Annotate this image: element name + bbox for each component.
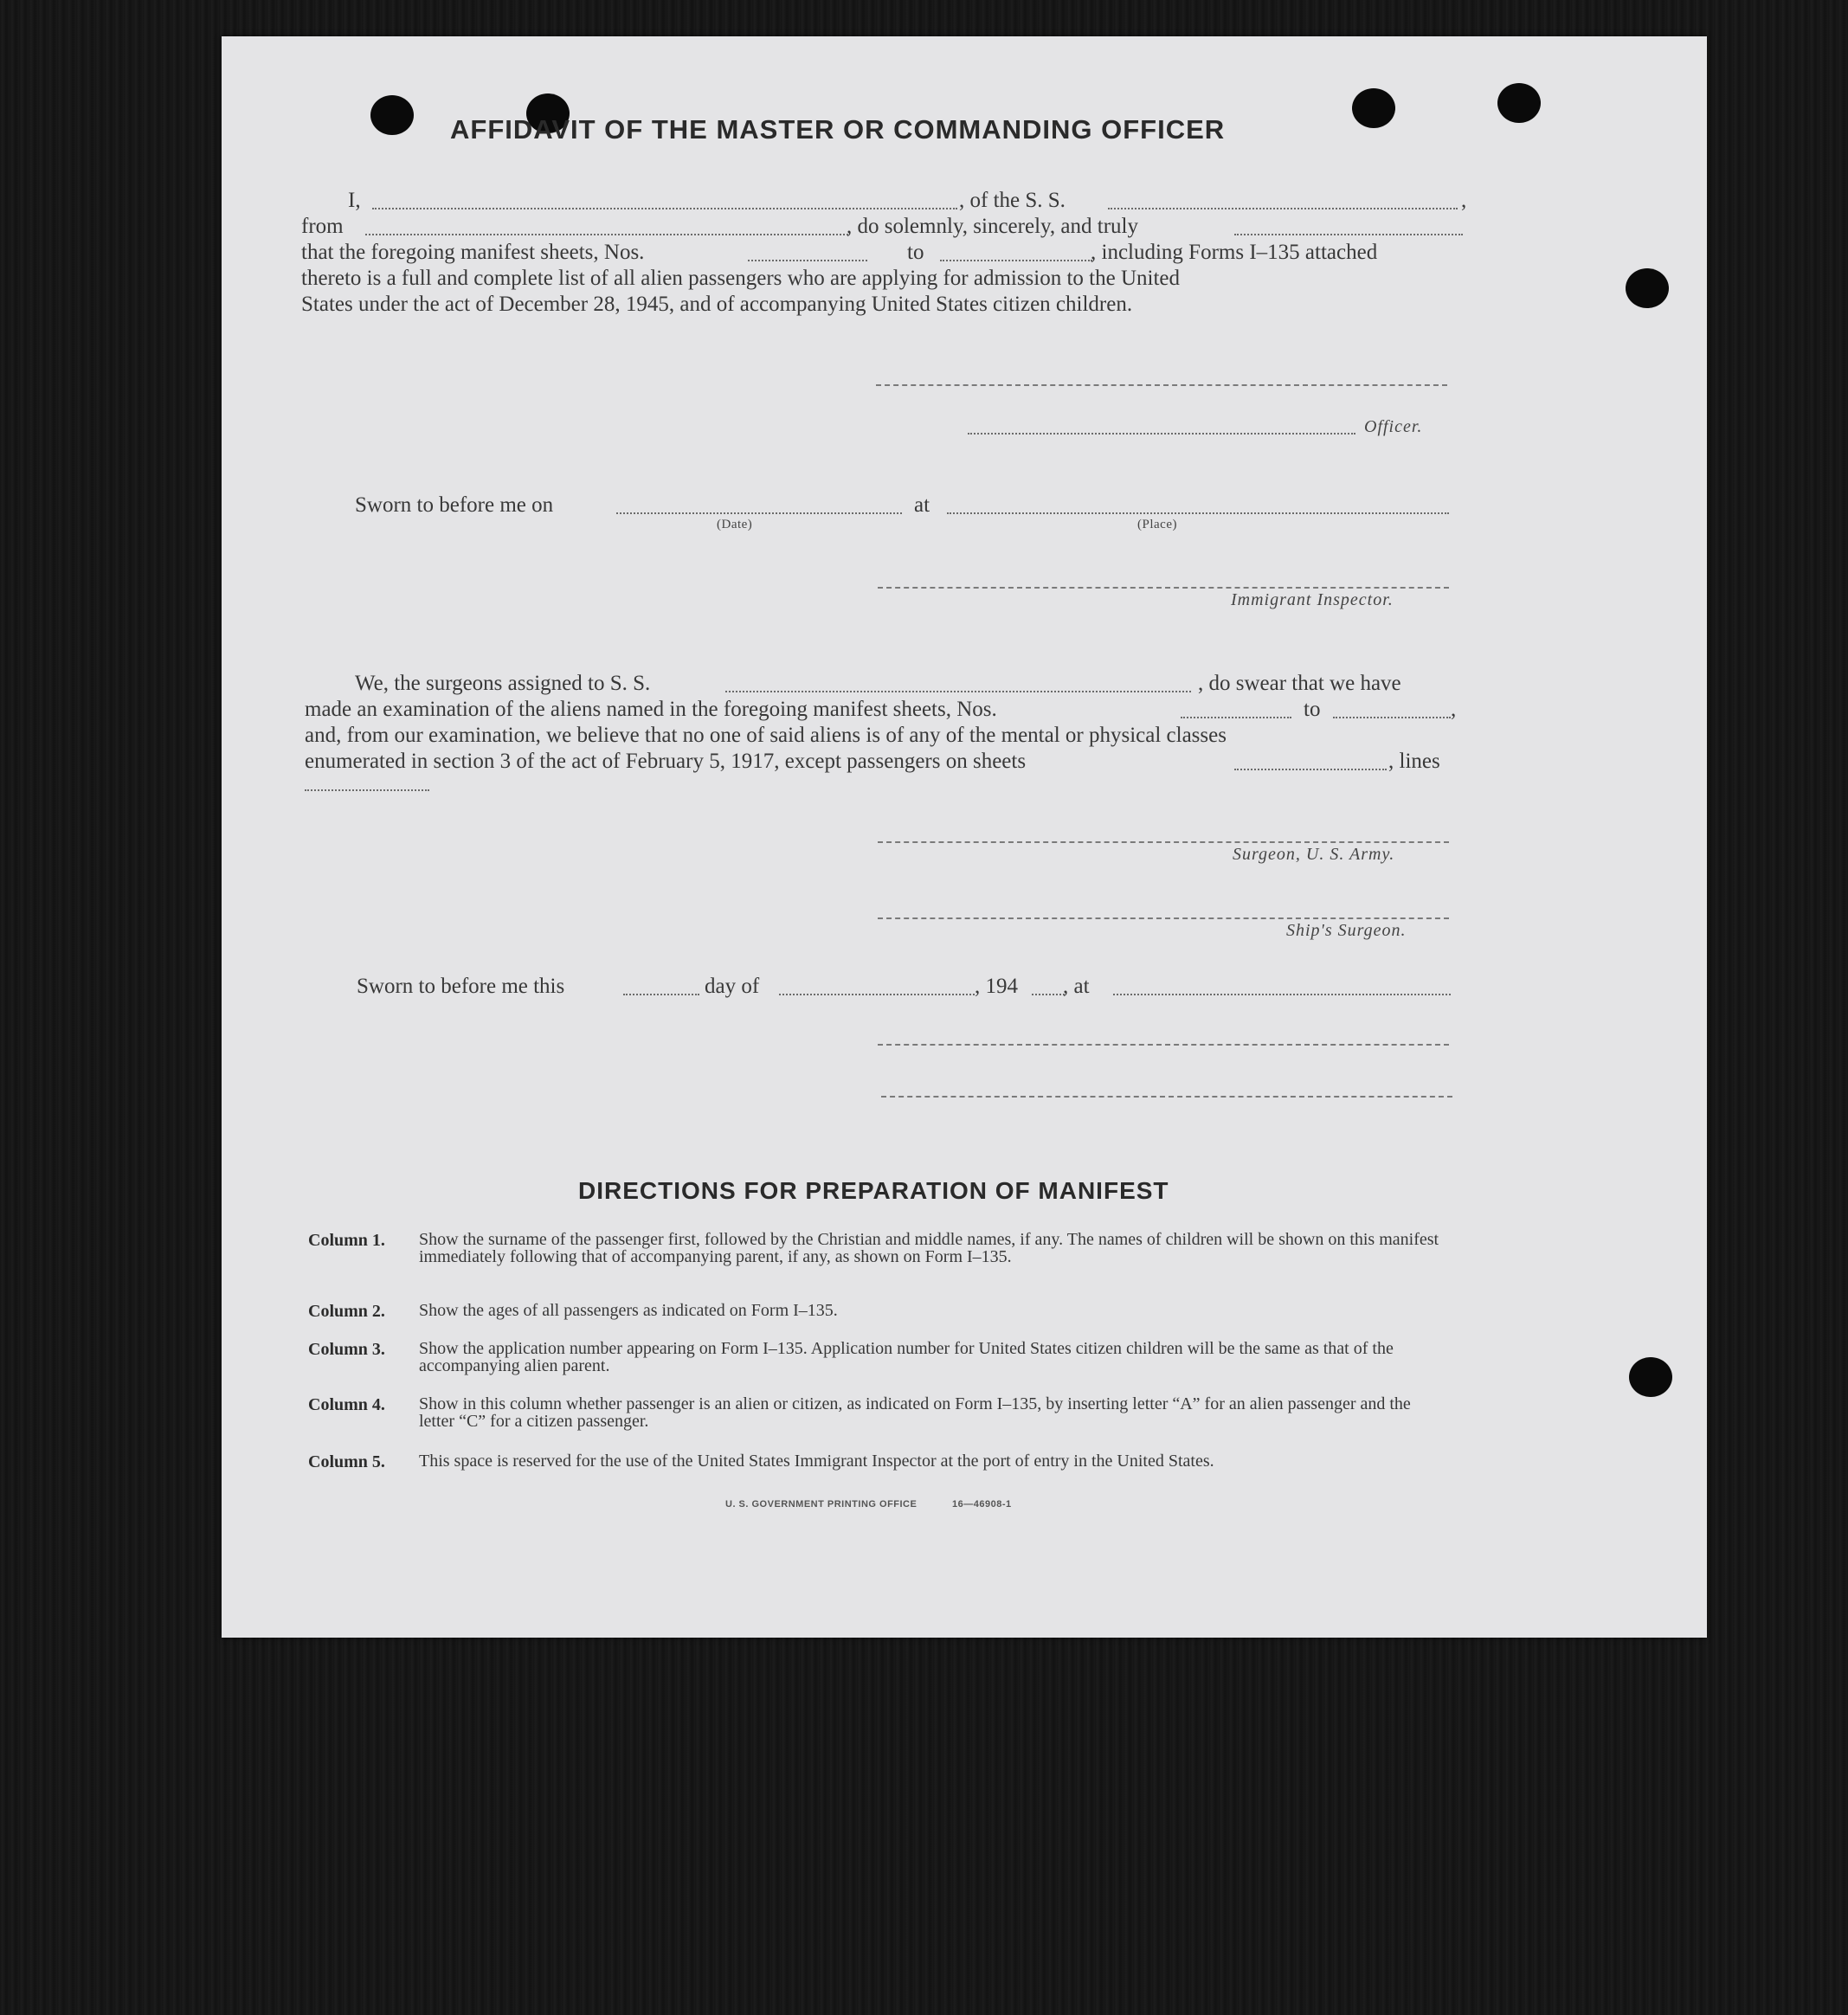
officer-signature-line-1	[876, 384, 1447, 386]
printer-imprint: U. S. GOVERNMENT PRINTING OFFICE	[725, 1499, 918, 1510]
sworn-signature-line-2	[881, 1096, 1452, 1098]
sworn-this: Sworn to before me this	[357, 975, 565, 998]
inspector-label: Immigrant Inspector.	[1231, 590, 1394, 609]
surgeons-to: to	[1304, 698, 1321, 721]
affidavit-to: to	[907, 241, 924, 264]
surgeons-lines: , lines	[1388, 750, 1440, 773]
directions-title: DIRECTIONS FOR PREPARATION OF MANIFEST	[578, 1177, 1169, 1204]
sheet-to-blank	[940, 260, 1092, 261]
affidavit-line1-end: ,	[1461, 189, 1467, 212]
affidavit-forms: , including Forms I–135 attached	[1091, 241, 1378, 264]
form-code: 16—46908-1	[952, 1499, 1012, 1510]
inspector-signature-line	[878, 587, 1449, 589]
year-blank	[1032, 994, 1065, 995]
army-surgeon-signature-line	[878, 841, 1449, 843]
affidavit-line4: thereto is a full and complete list of all alien passengers who are applying for admission to the United	[301, 267, 1181, 290]
master-name-blank	[372, 208, 957, 209]
exception-lines-blank	[305, 789, 429, 791]
sworn-signature-line-1	[878, 1044, 1449, 1046]
affidavit-blank-2	[1234, 234, 1463, 235]
surgeons-line2-end: ,	[1451, 698, 1457, 721]
column-2-label: Column 2.	[308, 1302, 385, 1321]
army-surgeon-label: Surgeon, U. S. Army.	[1233, 845, 1395, 864]
sworn-on: Sworn to before me on	[355, 493, 554, 517]
sworn-place-blank	[1113, 994, 1451, 995]
officer-label: Officer.	[1364, 417, 1423, 436]
punch-hole	[1497, 83, 1541, 123]
place-caption: (Place)	[1137, 518, 1177, 531]
column-5-text: This space is reserved for the use of the United States Immigrant Inspector at the port of entry in the United States.	[419, 1452, 1214, 1471]
column-4-label: Column 4.	[308, 1395, 385, 1414]
surgeons-ship-blank	[725, 691, 1191, 692]
day-of: day of	[705, 975, 760, 998]
punch-hole	[1352, 88, 1395, 128]
affidavit-swear: , do solemnly, sincerely, and truly	[847, 215, 1138, 238]
affidavit-ss: , of the S. S.	[959, 189, 1066, 212]
column-2-text: Show the ages of all passengers as indicated on Form I–135.	[419, 1301, 838, 1320]
surgeons-sheet-to-blank	[1333, 717, 1451, 718]
ship-name-blank	[1108, 208, 1458, 209]
surgeons-line4: enumerated in section 3 of the act of February 5, 1917, except passengers on sheets	[305, 750, 1027, 773]
date-blank	[616, 512, 902, 514]
ship-surgeon-signature-line	[878, 917, 1449, 919]
column-5-label: Column 5.	[308, 1452, 385, 1471]
affidavit-line5: States under the act of December 28, 1945, and of accompanying United States citizen children.	[301, 293, 1133, 316]
column-1-label: Column 1.	[308, 1231, 385, 1250]
manifest-page	[222, 36, 1707, 1638]
sworn-at: at	[914, 493, 930, 517]
surgeons-line2: made an examination of the aliens named in the foregoing manifest sheets, Nos.	[305, 698, 997, 721]
officer-signature-line-2	[968, 433, 1355, 435]
column-4-text: Show in this column whether passenger is an alien or citizen, as indicated on Form I–135, by inserting letter “A” for an alien passenger and the letter “C” for a citizen passenger.	[419, 1394, 1411, 1431]
column-3-label: Column 3.	[308, 1340, 385, 1359]
surgeons-line3: and, from our examination, we believe that no one of said aliens is of any of the mental or physical classes	[305, 724, 1227, 747]
place-blank	[947, 512, 1449, 514]
affidavit-from: from	[301, 215, 344, 238]
column-3-text: Show the application number appearing on Form I–135. Application number for United States citizen children will be the same as that of the accompanying alien parent.	[419, 1339, 1394, 1375]
month-blank	[779, 994, 975, 995]
affidavit-i: I,	[348, 189, 361, 212]
sworn-second-at: , at	[1063, 975, 1090, 998]
day-blank	[623, 994, 699, 995]
surgeons-swear: , do swear that we have	[1198, 672, 1401, 695]
surgeons-line1: We, the surgeons assigned to S. S.	[355, 672, 651, 695]
exception-sheets-blank	[1234, 769, 1387, 770]
port-from-blank	[365, 234, 848, 235]
date-caption: (Date)	[717, 518, 753, 531]
affidavit-title: AFFIDAVIT OF THE MASTER OR COMMANDING OFFICER	[450, 114, 1226, 145]
ship-surgeon-label: Ship's Surgeon.	[1286, 921, 1407, 940]
punch-hole	[370, 95, 414, 135]
sheet-from-blank	[748, 260, 867, 261]
punch-hole	[1626, 268, 1669, 308]
year-194: , 194	[975, 975, 1018, 998]
column-1-text: Show the surname of the passenger first, followed by the Christian and middle names, if any. The names of children will be shown on this manifest immediately following that of accompanying parent, if any, as shown on Form I–135.	[419, 1230, 1439, 1266]
surgeons-sheet-from-blank	[1181, 717, 1291, 718]
affidavit-sheets: that the foregoing manifest sheets, Nos.	[301, 241, 645, 264]
punch-hole	[1629, 1357, 1672, 1397]
